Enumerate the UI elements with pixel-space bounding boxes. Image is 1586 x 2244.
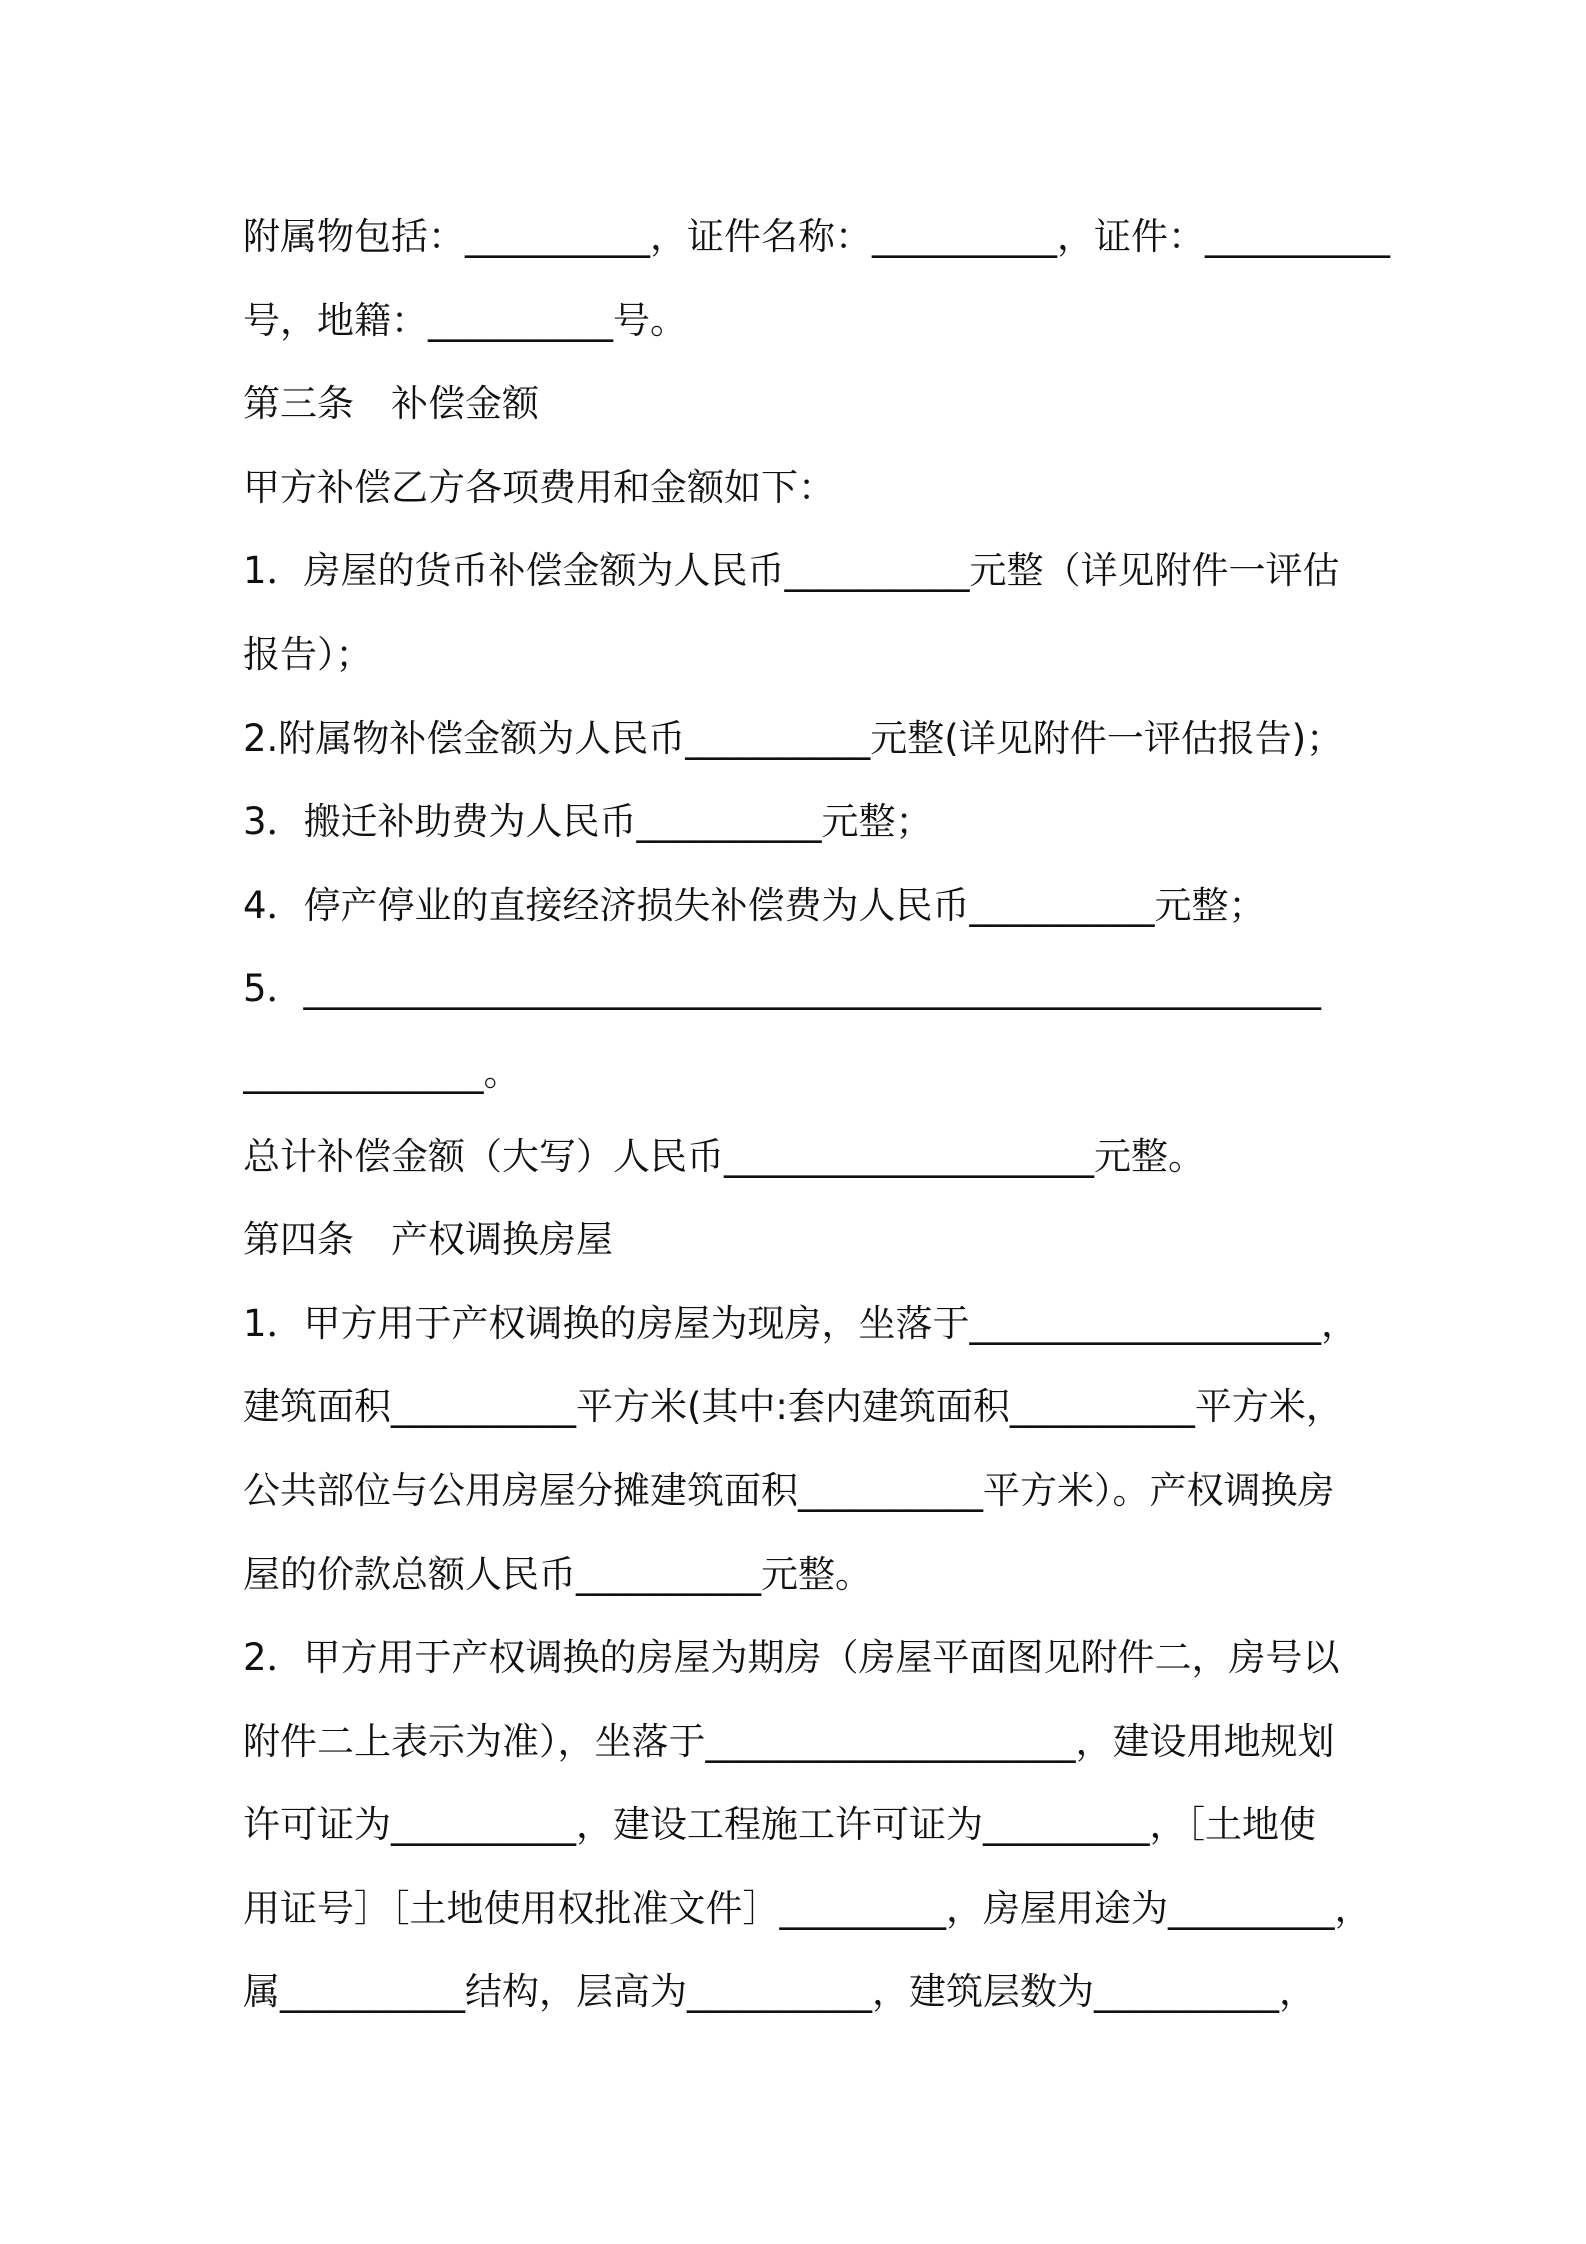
list-item-3: 3．搬迁补助费为人民币__________元整； bbox=[243, 800, 933, 844]
paragraph-2-line-4: 用证号］［土地使用权批准文件］_________，房屋用途为_________， bbox=[243, 1886, 1372, 1930]
paragraph-2-line-3: 许可证为__________，建设工程施工许可证为_________，［土地使 bbox=[243, 1803, 1316, 1847]
paragraph-1-line-1: 1．甲方用于产权调换的房屋为现房，坐落于___________________， bbox=[243, 1301, 1359, 1345]
text-line-compensation-intro: 甲方补偿乙方各项费用和金额如下： bbox=[243, 465, 835, 509]
section-heading-article-3: 第三条 补偿金额 bbox=[243, 382, 539, 426]
paragraph-1-line-4: 屋的价款总额人民币__________元整。 bbox=[243, 1552, 872, 1596]
list-item-1: 1．房屋的货币补偿金额为人民币__________元整（详见附件一评估 bbox=[243, 549, 1340, 593]
paragraph-1-line-2: 建筑面积__________平方米(其中:套内建筑面积__________平方米， bbox=[243, 1385, 1343, 1429]
document-body bbox=[243, 195, 1403, 2034]
text-line-attachments: 附属物包括：__________，证件名称：__________，证件：__________ bbox=[243, 215, 1390, 258]
list-item-4: 4．停产停业的直接经济损失补偿费为人民币__________元整； bbox=[243, 883, 1266, 927]
section-heading-article-4: 第四条 产权调换房屋 bbox=[243, 1218, 613, 1262]
paragraph-2-line-1: 2．甲方用于产权调换的房屋为期房（房屋平面图见附件二，房号以 bbox=[243, 1636, 1340, 1680]
paragraph-1-line-3: 公共部位与公用房屋分摊建筑面积__________平方米）。产权调换房 bbox=[243, 1468, 1335, 1512]
list-item-1-cont: 报告）； bbox=[243, 632, 373, 676]
paragraph-2-line-5: 属__________结构，层高为__________，建筑层数为__________， bbox=[243, 1970, 1316, 2014]
list-item-5: 5．_______________________________________________________ bbox=[243, 967, 1322, 1011]
list-item-5-cont: _____________。 bbox=[243, 1050, 521, 1094]
text-line-cadastral: 号，地籍：__________号。 bbox=[243, 298, 687, 342]
paragraph-2-line-2: 附件二上表示为准），坐落于____________________，建设用地规划 bbox=[243, 1719, 1335, 1763]
list-item-2: 2.附属物补偿金额为人民币__________元整(详见附件一评估报告)； bbox=[243, 716, 1344, 760]
text-line-total: 总计补偿金额（大写）人民币____________________元整。 bbox=[243, 1134, 1205, 1178]
